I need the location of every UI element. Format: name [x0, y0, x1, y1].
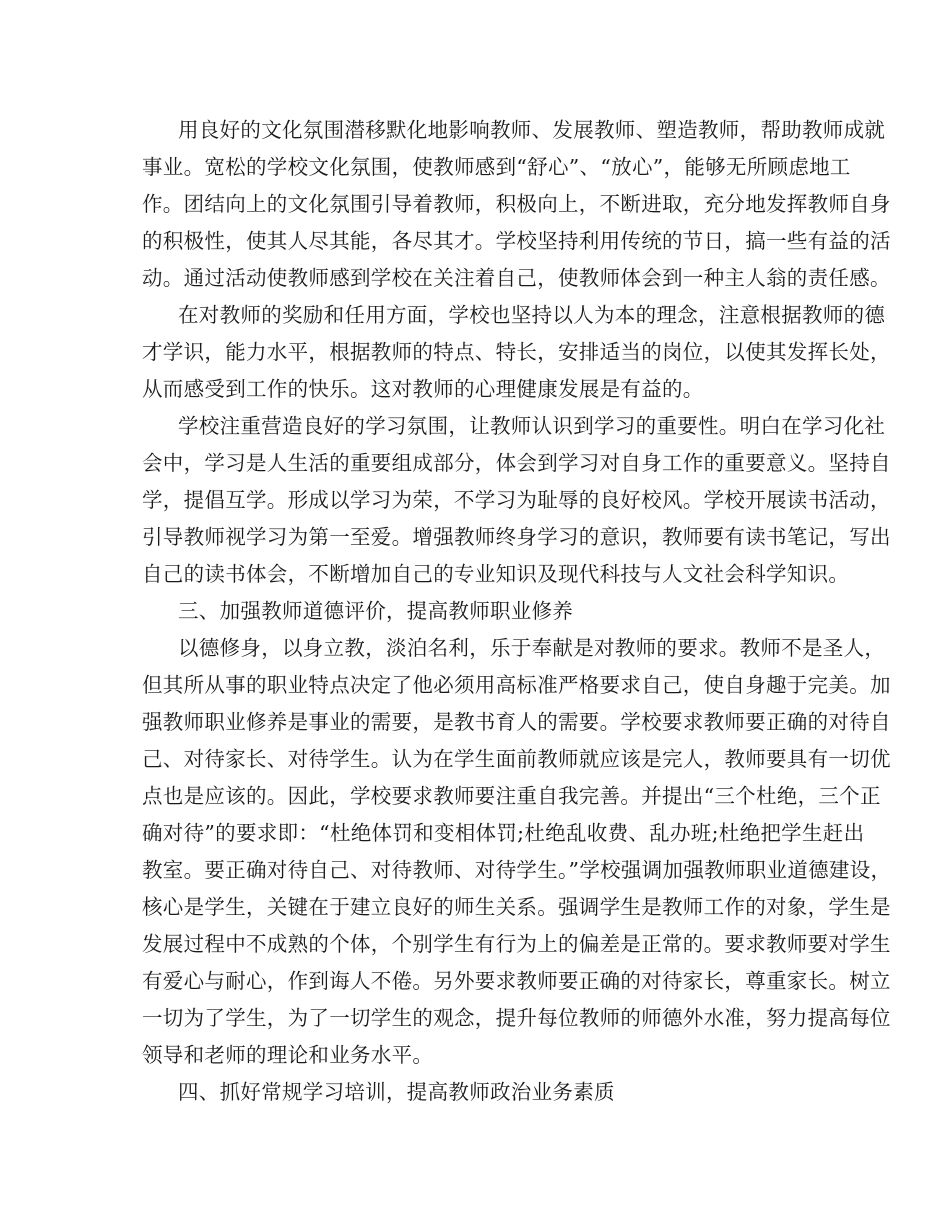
text-line: 作。团结向上的文化氛围引导着教师，积极向上，不断进取，充分地发挥教师自身 [142, 192, 891, 216]
text-line: 学，提倡互学。形成以学习为荣，不学习为耻辱的良好校风。学校开展读书活动， [142, 488, 891, 512]
text-line: 事业。宽松的学校文化氛围，使教师感到“舒心”、“放心”，能够无所顾虑地工 [142, 155, 851, 179]
section-heading: 三、加强教师道德评价，提高教师职业修养 [178, 599, 574, 623]
text-line: 强教师职业修养是事业的需要，是教书育人的需要。学校要求教师要正确的对待自 [142, 710, 891, 734]
text-line: 从而感受到工作的快乐。这对教师的心理健康发展是有益的。 [142, 377, 704, 401]
text-line: 才学识，能力水平，根据教师的特点、特长，安排适当的岗位，以使其发挥长处， [142, 340, 891, 364]
text-line: 自己的读书体会，不断增加自己的专业知识及现代科技与人文社会科学知识。 [142, 562, 850, 586]
text-line: 发展过程中不成熟的个体，个别学生有行为上的偏差是正常的。要求教师要对学生 [142, 932, 891, 956]
text-line: 的积极性，使其人尽其能，各尽其才。学校坚持利用传统的节日，搞一些有益的活 [142, 229, 891, 253]
text-line: 学校注重营造良好的学习氛围，让教师认识到学习的重要性。明白在学习化社 [178, 414, 886, 438]
text-line: 领导和老师的理论和业务水平。 [142, 1043, 434, 1067]
text-line: 在对教师的奖励和任用方面，学校也坚持以人为本的理念，注意根据教师的德 [178, 303, 886, 327]
text-line: 以德修身，以身立教，淡泊名利，乐于奉献是对教师的要求。教师不是圣人， [178, 636, 886, 660]
document-body [142, 112, 892, 1111]
text-line: 但其所从事的职业特点决定了他必须用高标准严格要求自己，使自身趣于完美。加 [142, 673, 891, 697]
text-line: 有爱心与耐心，作到诲人不倦。另外要求教师要正确的对待家长，尊重家长。树立 [142, 969, 891, 993]
text-line: 教室。要正确对待自己、对待教师、对待学生。”学校强调加强教师职业道德建设， [142, 858, 892, 882]
text-line: 用良好的文化氛围潜移默化地影响教师、发展教师、塑造教师，帮助教师成就 [178, 118, 886, 142]
text-line: 己、对待家长、对待学生。认为在学生面前教师就应该是完人，教师要具有一切优 [142, 747, 891, 771]
text-line: 引导教师视学习为第一至爱。增强教师终身学习的意识，教师要有读书笔记，写出 [142, 525, 891, 549]
text-line: 确对待”的要求即：“杜绝体罚和变相体罚;杜绝乱收费、乱办班;杜绝把学生赶出 [142, 821, 865, 845]
text-line: 动。通过活动使教师感到学校在关注着自己，使教师体会到一种主人翁的责任感。 [142, 266, 891, 290]
text-line: 会中，学习是人生活的重要组成部分，体会到学习对自身工作的重要意义。坚持自 [142, 451, 891, 475]
text-line: 一切为了学生，为了一切学生的观念，提升每位教师的师德外水准，努力提高每位 [142, 1006, 891, 1030]
text-line: 点也是应该的。因此，学校要求教师要注重自我完善。并提出“三个杜绝，三个正 [142, 784, 881, 808]
text-line: 核心是学生，关键在于建立良好的师生关系。强调学生是教师工作的对象，学生是 [142, 895, 891, 919]
section-heading: 四、抓好常规学习培训，提高教师政治业务素质 [178, 1080, 615, 1104]
